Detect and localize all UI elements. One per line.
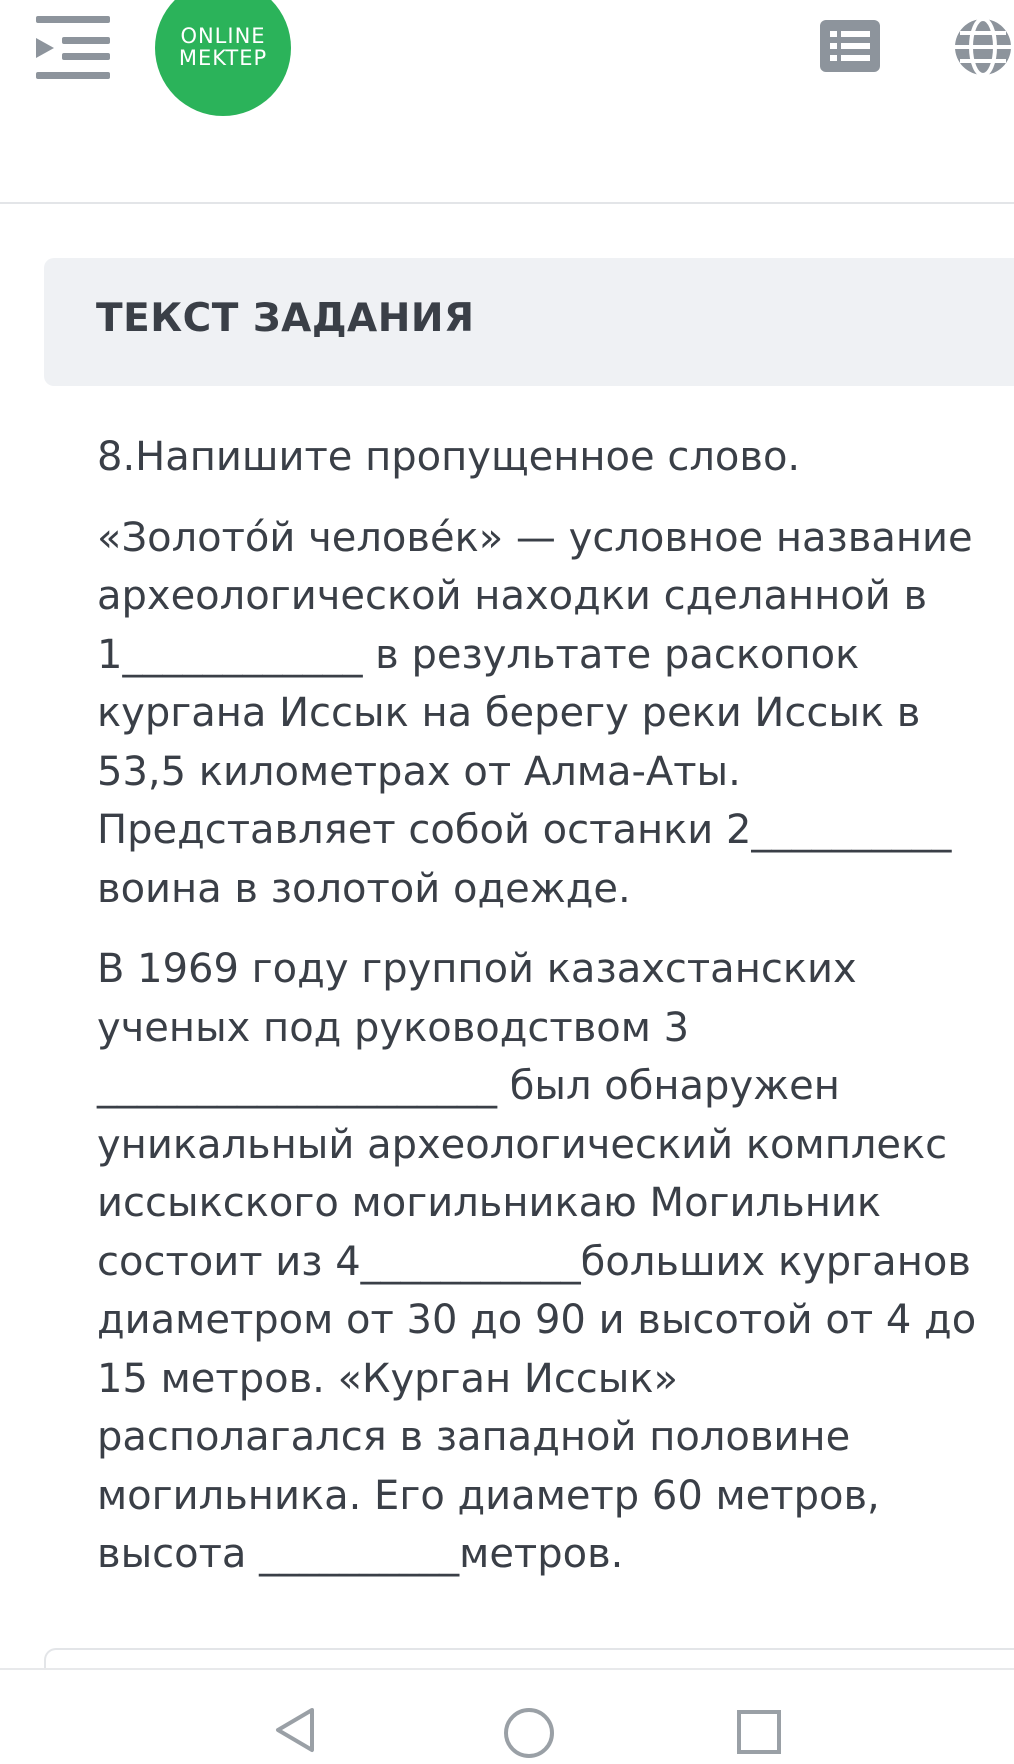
task-text <box>97 428 977 1606</box>
menu-expand-icon[interactable] <box>34 12 112 82</box>
task-paragraph: «Золото́й челове́к» — условное название археологической находки сделанной в 1____________ в результате раскопок кургана Иссык на берегу реки Иссык в 53,5 километрах от Алма-Аты. Представляет собой останки 2__________ воина в золотой одежде. <box>97 514 973 912</box>
logo-line-2: MEKTEP <box>178 46 268 70</box>
system-navigation-bar <box>0 1668 1014 1747</box>
logo-line-1: ONLINE <box>180 24 266 48</box>
section-title: ТЕКСТ ЗАДАНИЯ <box>96 296 475 341</box>
list-icon[interactable] <box>820 20 880 72</box>
task-paragraph: В 1969 году группой казахстанских ученых под руководством 3 ____________________ был обнаружен уникальный археологический комплекс иссыкского могильникаю Могильник состоит из 4___________больших курганов диаметром от 30 до 90 и высотой от 4 до 15 метров. «Курган Иссык» располагался в западной половине могильника. Его диаметр 60 метров, высота __________метров. <box>97 946 977 1577</box>
task-text-header <box>44 258 1014 386</box>
top-app-bar <box>0 0 1014 204</box>
online-mektep-logo[interactable] <box>155 0 291 116</box>
recent-apps-icon[interactable] <box>735 1708 783 1756</box>
back-icon[interactable] <box>272 1706 320 1754</box>
task-paragraph: 8.Напишите пропущенное слово. <box>97 434 801 480</box>
globe-icon[interactable] <box>952 16 1014 78</box>
home-icon[interactable] <box>502 1706 556 1760</box>
